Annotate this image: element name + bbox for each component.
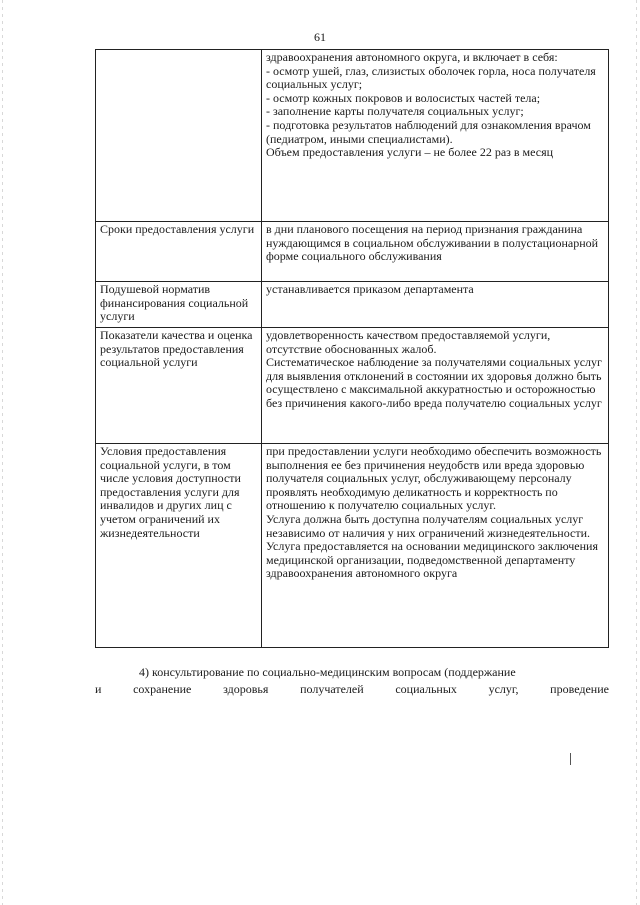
content-line: Объем предоставления услуги – не более 22 раз в месяц (266, 145, 554, 160)
scan-edge-left (2, 0, 3, 905)
content-line: Услуга предоставляется на основании медицинского заключения медицинской организации, подведомственной департаменту здравоохранения автономного округа (266, 539, 598, 581)
table-row (96, 50, 609, 222)
row-content (262, 222, 609, 282)
paragraph-line-justified (95, 681, 609, 697)
content-line: - подготовка результатов наблюдений для ознакомления врачом (педиатром, иными специалистами). (266, 117, 591, 146)
content-line: - осмотр кожных покровов и волосистых частей тела; (266, 90, 541, 105)
row-content (262, 328, 609, 444)
row-label: Условия предоставления социальной услуги, в том числе условия доступности предоставления услуги для инвалидов и других лиц с учетом ограничений их жизнедеятельности (96, 444, 262, 648)
content-line: удовлетворенность качеством предоставляемой услуги, отсутствие обоснованных жалоб. (266, 328, 551, 356)
row-label: Подушевой норматив финансирования социальной услуги (96, 282, 262, 328)
row-label (96, 50, 262, 222)
content-line: здравоохранения автономного округа, и включает в себя: (266, 50, 558, 64)
paragraph-word: и (95, 682, 102, 696)
content-line: Услуга должна быть доступна получателям социальных услуг независимо от наличия у них ограничений жизнедеятельности. (266, 511, 591, 540)
margin-mark (570, 753, 571, 765)
scan-edge-right (636, 0, 637, 905)
row-content (262, 50, 609, 222)
content-line: в дни планового посещения на период признания гражданина нуждающимся в социальном обслуживании в полустационарной форме социального обслуживания (266, 222, 599, 264)
paragraph-word: получателей (300, 682, 364, 696)
page-number: 61 (314, 30, 326, 44)
paragraph-word: услуг, (488, 682, 519, 696)
content-line: при предоставлении услуги необходимо обеспечить возможность выполнения ее без причинения неудобств или вреда здоровью получателя социальных услуг, обслуживающему персоналу проявлять необходимую деликатность и корректность по отношению к получателю социальных услуг. (266, 444, 602, 513)
table-row (96, 282, 609, 328)
table-row (96, 222, 609, 282)
row-content (262, 444, 609, 648)
content-line: Систематическое наблюдение за получателями социальных услуг для выявления отклонений в состоянии их здоровья должно быть осуществлено с максимальной аккуратностью и осторожностью без причинения какого-либо вреда получателю социальных услуг (266, 355, 602, 410)
row-content (262, 282, 609, 328)
paragraph-word: здоровья (223, 682, 269, 696)
content-line: - заполнение карты получателя социальных услуг; (266, 104, 524, 119)
row-label: Показатели качества и оценка результатов предоставления социальной услуги (96, 328, 262, 444)
paragraph-line: 4) консультирование по социально-медицинским вопросам (поддержание (139, 665, 516, 679)
content-line: устанавливается приказом департамента (266, 282, 474, 296)
paragraph-word: социальных (395, 682, 457, 696)
content-line: - осмотр ушей, глаз, слизистых оболочек горла, носа получателя социальных услуг; (266, 63, 596, 92)
paragraph-word: сохранение (133, 682, 192, 696)
table-row (96, 328, 609, 444)
row-label: Сроки предоставления услуги (96, 222, 262, 282)
table-row (96, 444, 609, 648)
paragraph-word: проведение (550, 682, 609, 696)
services-table (95, 49, 609, 648)
